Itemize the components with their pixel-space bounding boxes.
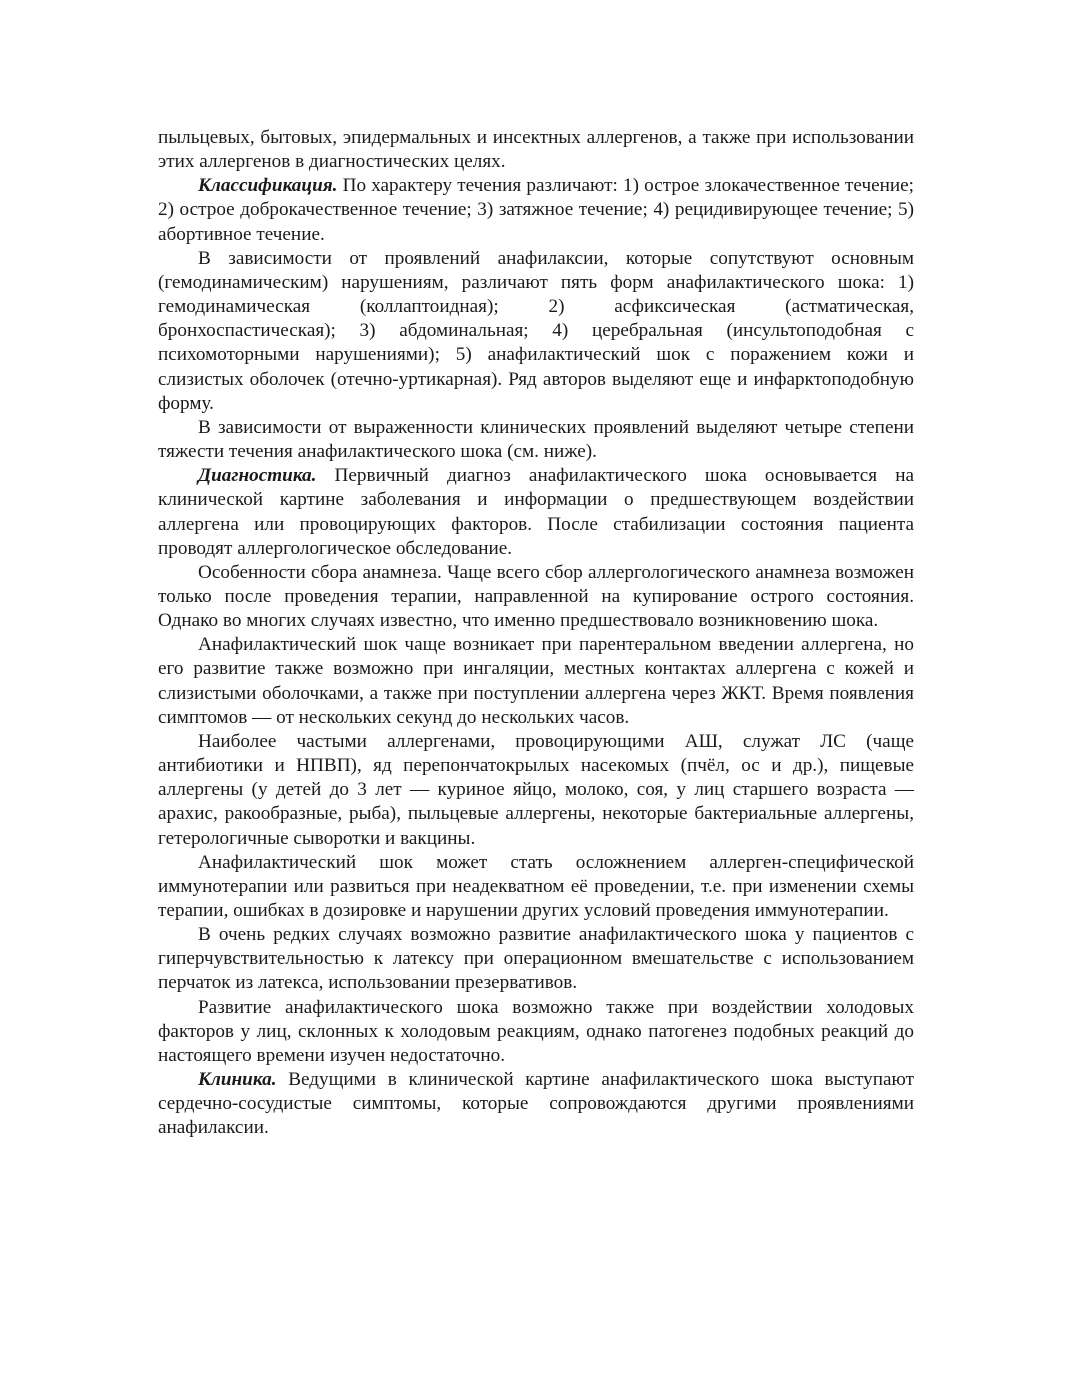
section-heading-classification: Классификация.	[198, 175, 338, 197]
paragraph-continuation	[158, 126, 914, 174]
paragraph-immunotherapy	[158, 851, 914, 923]
paragraph-allergens	[158, 730, 914, 851]
paragraph-text: Анафилактический шок чаще возникает при парентеральном введении аллергена, но его развитие также возможно при ингаляции, местных контактах аллергена с кожей и слизистыми оболочками, а также при поступлении аллергена через ЖКТ. Время появления симптомов — от нескольких секунд до нескольких часов.	[158, 634, 914, 728]
paragraph-anamnesis	[158, 561, 914, 633]
paragraph-text: Наиболее частыми аллергенами, провоцирующими АШ, служат ЛС (чаще антибиотики и НПВП), яд перепончатокрылых насекомых (пчёл, ос и др.), пищевые аллергены (у детей до 3 лет — куриное яйцо, молоко, соя, у лиц старшего возраста — арахис, ракообразные, рыба), пыльцевые аллергены, некоторые бактериальные аллергены, гетерологичные сыворотки и вакцины.	[158, 730, 914, 849]
paragraph-text: пыльцевых, бытовых, эпидермальных и инсектных аллергенов, а также при использовании этих аллергенов в диагностических целях.	[158, 127, 914, 173]
paragraph-text: Развитие анафилактического шока возможно также при воздействии холодовых факторов у лиц, склонных к холодовым реакциям, однако патогенез подобных реакций до настоящего времени изучен недостаточно.	[158, 996, 914, 1066]
paragraph-forms	[158, 247, 914, 416]
paragraph-text: В зависимости от проявлений анафилаксии, которые сопутствуют основным (гемодинамическим) нарушениям, различают пять форм анафилактического шока: 1) гемодинамическая (коллаптоидная); 2) асфиксическая (астматическая, бронхоспастическая); 3) абдоминальная; 4) церебральная (инсультоподобная с психомоторными нарушениями); 5) анафилактический шок с поражением кожи и слизистых оболочек (отечно-уртикарная). Ряд авторов выделяют еще и инфарктоподобную форму.	[158, 247, 914, 414]
paragraph-text: Анафилактический шок может стать осложнением аллерген-специфической иммунотерапии или развиться при неадекватном её проведении, т.е. при изменении схемы терапии, ошибках в дозировке и нарушении других условий проведения иммунотерапии.	[158, 851, 914, 921]
document-page	[158, 126, 914, 1141]
paragraph-classification	[158, 174, 914, 246]
paragraph-clinic	[158, 1068, 914, 1140]
paragraph-text: В очень редких случаях возможно развитие анафилактического шока у пациентов с гиперчувствительностью к латексу при операционном вмешательстве с использованием перчаток из латекса, использовании презервативов.	[158, 924, 914, 994]
paragraph-severity	[158, 416, 914, 464]
section-heading-diagnostics: Диагностика.	[198, 465, 317, 487]
paragraph-routes	[158, 633, 914, 730]
paragraph-diagnostics	[158, 464, 914, 561]
paragraph-text: В зависимости от выраженности клинических проявлений выделяют четыре степени тяжести течения анафилактического шока (см. ниже).	[158, 416, 914, 463]
section-heading-clinic: Клиника.	[198, 1069, 277, 1091]
paragraph-text: Ведущими в клинической картине анафилактического шока выступают сердечно-сосудистые симптомы, которые сопровождаются другими проявлениями анафилаксии.	[158, 1069, 914, 1139]
paragraph-text: Первичный диагноз анафилактического шока основывается на клинической картине заболевания и информации о предшествующем воздействии аллергена или провоцирующих факторов. После стабилизации состояния пациента проводят аллергологическое обследование.	[158, 465, 914, 559]
paragraph-latex	[158, 923, 914, 995]
paragraph-cold-factors	[158, 996, 914, 1068]
paragraph-text: Особенности сбора анамнеза. Чаще всего сбор аллергологического анамнеза возможен только после проведения терапии, направленной на купирование острого состояния. Однако во многих случаях известно, что именно предшествовало возникновению шока.	[158, 561, 914, 632]
paragraph-text: По характеру течения различают: 1) острое злокачественное течение; 2) острое доброкачественное течение; 3) затяжное течение; 4) рецидивирующее течение; 5) абортивное течение.	[158, 175, 914, 245]
